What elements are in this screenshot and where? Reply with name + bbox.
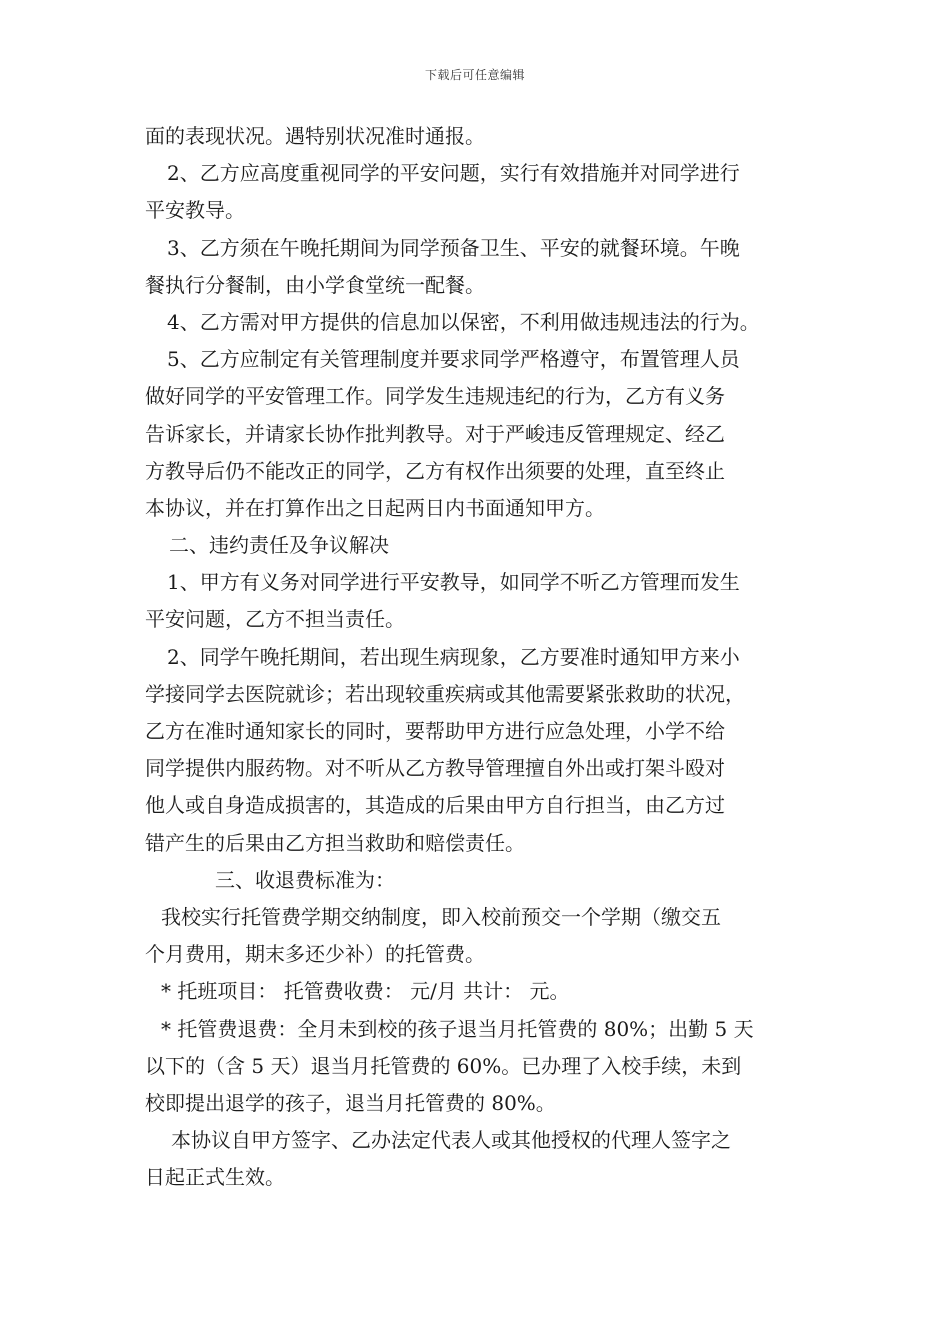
text-line: 做好同学的平安管理工作。同学发生违规违纪的行为，乙方有义务: [145, 384, 725, 409]
text-line: * 托管费退费：全月未到校的孩子退当月托管费的 80%；出勤 5 天: [161, 1016, 754, 1041]
text-line: 告诉家长，并请家长协作批判教导。对于严峻违反管理规定、经乙: [145, 421, 725, 446]
text-line: 同学提供内服药物。对不听从乙方教导管理擅自外出或打架斗殴对: [145, 756, 725, 781]
text-line: 学接同学去医院就诊；若出现较重疾病或其他需要紧张救助的状况，: [145, 681, 745, 706]
text-line: 我校实行托管费学期交纳制度，即入校前预交一个学期（缴交五: [161, 904, 721, 929]
text-line: 本协议，并在打算作出之日起两日内书面通知甲方。: [145, 495, 605, 520]
text-line: 本协议自甲方签字、乙办法定代表人或其他授权的代理人签字之: [171, 1128, 731, 1153]
text-line: * 托班项目： 托管费收费： 元/月 共计： 元。: [161, 979, 570, 1004]
text-line: 4、乙方需对甲方提供的信息加以保密，不利用做违规违法的行为。: [167, 309, 760, 334]
text-line: 校即提出退学的孩子，退当月托管费的 80%。: [145, 1090, 556, 1115]
text-line: 方教导后仍不能改正的同学，乙方有权作出须要的处理，直至终止: [145, 458, 725, 483]
text-line: 平安教导。: [145, 198, 245, 223]
text-line: 2、同学午晚托期间，若出现生病现象，乙方要准时通知甲方来小: [167, 644, 740, 669]
section-heading: 二、违约责任及争议解决: [169, 533, 389, 558]
text-line: 日起正式生效。: [145, 1165, 285, 1190]
document-body: [145, 118, 815, 1196]
section-heading: 三、收退费标准为：: [215, 867, 395, 892]
text-line: 3、乙方须在午晚托期间为同学预备卫生、平安的就餐环境。午晚: [167, 235, 740, 260]
text-line: 1、甲方有义务对同学进行平安教导，如同学不听乙方管理而发生: [167, 570, 740, 595]
text-line: 乙方在准时通知家长的同时，要帮助甲方进行应急处理，小学不给: [145, 719, 725, 743]
text-line: 平安问题，乙方不担当责任。: [145, 607, 405, 632]
text-line: 他人或自身造成损害的，其造成的后果由甲方自行担当，由乙方过: [145, 793, 725, 818]
text-line: 错产生的后果由乙方担当救助和赔偿责任。: [145, 830, 525, 855]
text-line: 面的表现状况。遇特别状况准时通报。: [145, 124, 485, 148]
text-line: 餐执行分餐制，由小学食堂统一配餐。: [145, 272, 485, 297]
text-line: 以下的（含 5 天）退当月托管费的 60%。已办理了入校手续，未到: [145, 1053, 742, 1078]
text-line: 2、乙方应高度重视同学的平安问题，实行有效措施并对同学进行: [167, 161, 740, 186]
text-line: 个月费用，期末多还少补）的托管费。: [145, 942, 485, 967]
header-note: 下载后可任意编辑: [424, 68, 525, 82]
text-line: 5、乙方应制定有关管理制度并要求同学严格遵守，布置管理人员: [167, 347, 740, 372]
